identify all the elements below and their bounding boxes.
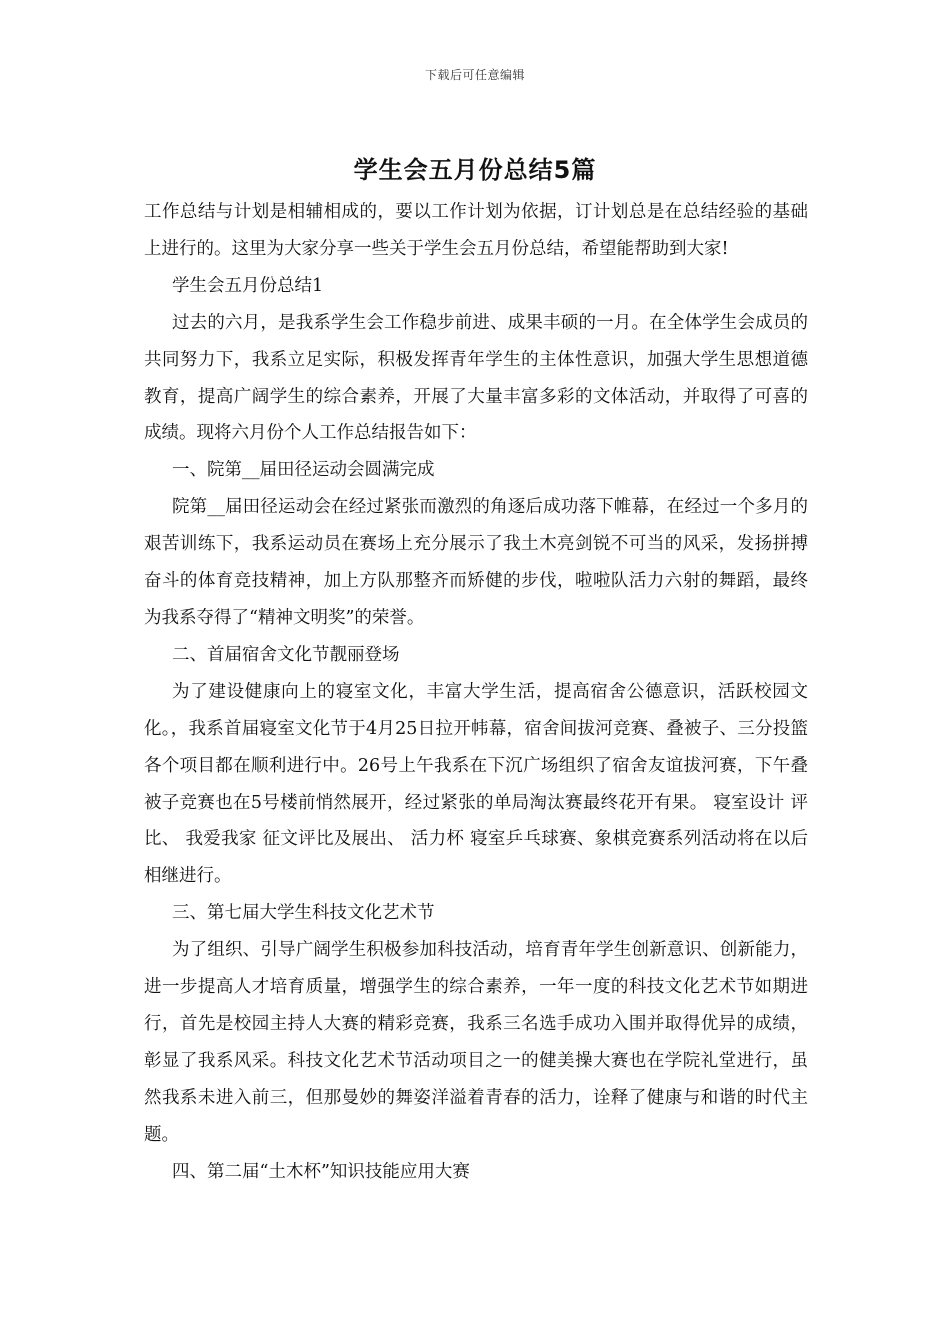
body-paragraph: 为了组织、引导广阔学生积极参加科技活动，培育青年学生创新意识、创新能力，进一步提高人才培育质量，增强学生的综合素养，一年一度的科技文化艺术节如期进行，首先是校园主持人大赛的精彩竞赛，我系三名选手成功入围并取得优异的成绩，彰显了我系风采。科技文化艺术节活动项目之一的健美操大赛也在学院礼堂进行，虽然我系未进入前三，但那曼妙的舞姿洋溢着青春的活力，诠释了健康与和谐的时代主题。 [144, 940, 808, 1145]
header-note: 下载后可任意编辑 [424, 68, 525, 82]
document-body [144, 194, 808, 1190]
document-title: 学生会五月份总结5篇 [353, 156, 597, 184]
body-paragraph: 院第__届田径运动会在经过紧张而激烈的角逐后成功落下帷幕，在经过一个多月的艰苦训练下，我系运动员在赛场上充分展示了我土木亮剑锐不可当的风采，发扬拼搏奋斗的体育竞技精神，加上方队那整齐而矫健的步伐，啦啦队活力六射的舞蹈，最终为我系夺得了“精神文明奖”的荣誉。 [144, 497, 808, 628]
section-heading: 一、院第__届田径运动会圆满完成 [172, 460, 435, 481]
section-heading: 四、第二届“土木杯”知识技能应用大赛 [172, 1161, 470, 1182]
section-heading-summary-1: 学生会五月份总结1 [172, 275, 324, 296]
intro-paragraph: 工作总结与计划是相辅相成的，要以工作计划为依据，订计划总是在总结经验的基础上进行的。这里为大家分享一些关于学生会五月份总结，希望能帮助到大家! [144, 202, 808, 259]
section-heading: 三、第七届大学生科技文化艺术节 [172, 903, 435, 924]
body-paragraph: 为了建设健康向上的寝室文化，丰富大学生活，提高宿舍公德意识，活跃校园文化。，我系首届寝室文化节于4月25日拉开帏幕，宿舍间拔河竞赛、叠被子、三分投篮各个项目都在顺利进行中。26号上午我系在下沉广场组织了宿舍友谊拔河赛，下午叠被子竞赛也在5号楼前悄然展开，经过紧张的单局淘汰赛最终花开有果。 寝室设计 评比、 我爱我家 征文评比及展出、 活力杯 寝室乒乓球赛、象棋竞赛系列活动将在以后相继进行。 [144, 681, 808, 887]
section-heading: 二、首届宿舍文化节靓丽登场 [172, 644, 400, 665]
body-paragraph: 过去的六月，是我系学生会工作稳步前进、成果丰硕的一月。在全体学生会成员的共同努力下，我系立足实际，积极发挥青年学生的主体性意识，加强大学生思想道德教育，提高广阔学生的综合素养，开展了大量丰富多彩的文体活动，并取得了可喜的成绩。现将六月份个人工作总结报告如下： [144, 312, 808, 444]
